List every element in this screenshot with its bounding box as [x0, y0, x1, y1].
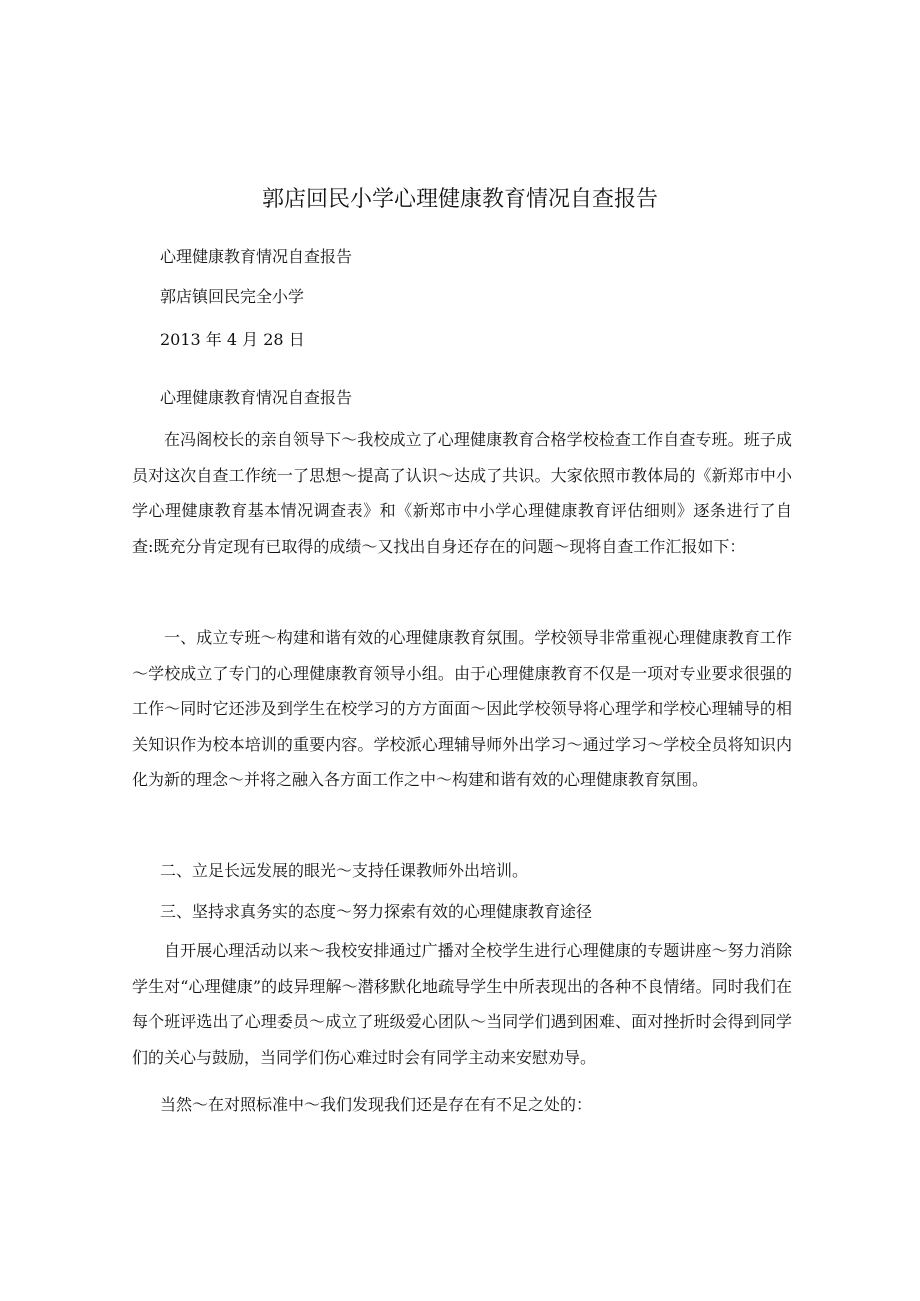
paragraph-section-3: 三、坚持求真务实的态度～努力探索有效的心理健康教育途径	[160, 902, 593, 921]
paragraph-section-1: 一、成立专班～构建和谐有效的心理健康教育氛围。学校领导非常重视心理健康教育工作～学校成立了专门的心理健康教育领导小组。由于心理健康教育不仅是一项对专业要求很强的工作～同时它还涉及到学生在校学习的方方面面～因此学校领导将心理学和学校心理辅导的相关知识作为校本培训的重要内容。学校派心理辅导师外出学习～通过学习～学校全员将知识内化为新的理念～并将之融入各方面工作之中～构建和谐有效的心理健康教育氛围。	[132, 628, 792, 789]
school-name: 郭店镇回民完全小学	[160, 287, 305, 306]
report-date: 2013 年 4 月 28 日	[160, 330, 305, 349]
section-heading: 心理健康教育情况自查报告	[160, 388, 353, 407]
paragraph-closing: 当然～在对照标准中～我们发现我们还是存在有不足之处的：	[160, 1095, 593, 1114]
paragraph-section-2: 二、立足长远发展的眼光～支持任课教师外出培训。	[160, 861, 529, 880]
document-subtitle: 心理健康教育情况自查报告	[160, 247, 353, 266]
document-title: 郭店回民小学心理健康教育情况自查报告	[261, 187, 658, 212]
paragraph-activities: 自开展心理活动以来～我校安排通过广播对全校学生进行心理健康的专题讲座～努力消除学生对“心理健康”的歧异理解～潜移默化地疏导学生中所表现出的各种不良情绪。同时我们在每个班评选出了心理委员～成立了班级爱心团队～当同学们遇到困难、面对挫折时会得到同学们的关心与鼓励，当同学们伤心难过时会有同学主动来安慰劝导。	[132, 941, 792, 1067]
paragraph-intro: 在冯阁校长的亲自领导下～我校成立了心理健康教育合格学校检查工作自查专班。班子成员对这次自查工作统一了思想～提高了认识～达成了共识。大家依照市教体局的《新郑市中小学心理健康教育基本情况调查表》和《新郑市中小学心理健康教育评估细则》逐条进行了自查:既充分肯定现有已取得的成绩～又找出自身还存在的问题～现将自查工作汇报如下：	[132, 430, 792, 556]
